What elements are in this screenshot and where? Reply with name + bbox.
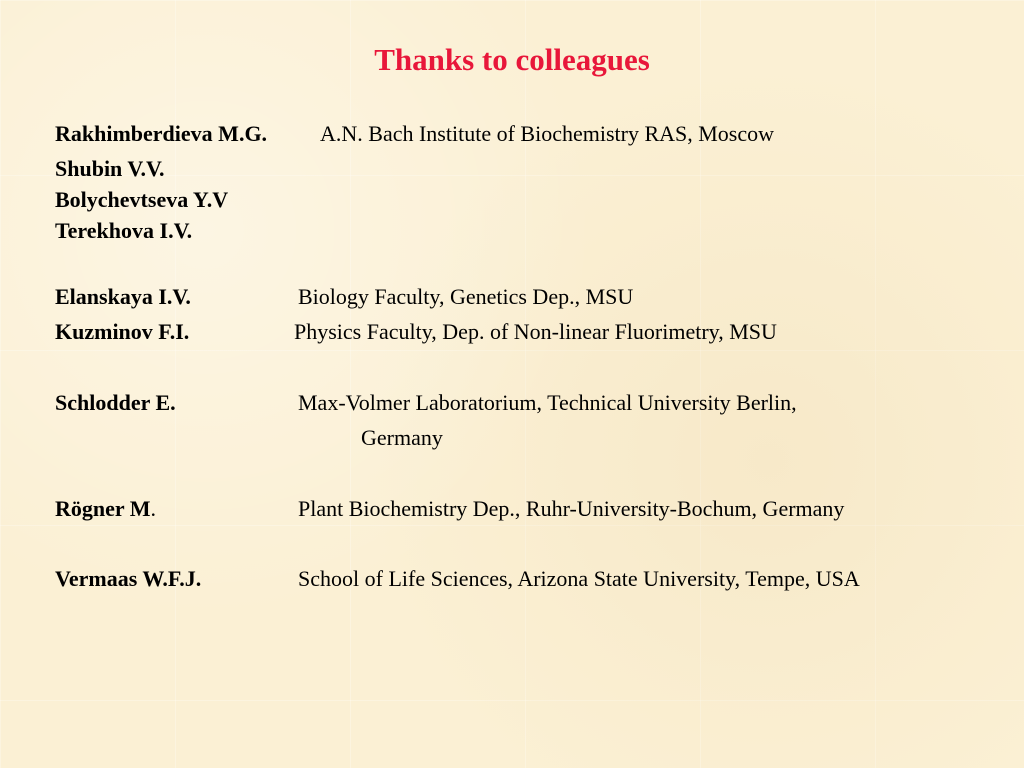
colleague-name: Shubin V.V. bbox=[55, 156, 165, 181]
colleague-affiliation: School of Life Sciences, Arizona State University, Tempe, USA bbox=[298, 566, 860, 591]
colleague-name: Rögner M bbox=[55, 496, 151, 521]
colleague-affiliation: Biology Faculty, Genetics Dep., MSU bbox=[298, 284, 634, 309]
colleague-affiliation: Max-Volmer Laboratorium, Technical University Berlin, bbox=[298, 390, 797, 415]
colleague-affiliation-continued: Germany bbox=[361, 425, 443, 450]
colleague-affiliation: A.N. Bach Institute of Biochemistry RAS, Moscow bbox=[320, 121, 775, 146]
colleague-affiliation: Physics Faculty, Dep. of Non-linear Fluorimetry, MSU bbox=[294, 319, 777, 344]
slide-title: Thanks to colleagues bbox=[374, 42, 650, 77]
colleague-name: Schlodder E. bbox=[55, 390, 176, 415]
colleague-name: Kuzminov F.I. bbox=[55, 319, 190, 344]
colleague-name-line bbox=[55, 496, 156, 522]
colleague-name: Bolychevtseva Y.V bbox=[55, 187, 229, 212]
colleague-name: Rakhimberdieva M.G. bbox=[55, 121, 268, 146]
colleague-name: Vermaas W.F.J. bbox=[55, 566, 202, 591]
colleague-name: Terekhova I.V. bbox=[55, 218, 193, 243]
colleague-name-suffix: . bbox=[150, 496, 157, 521]
colleague-name: Elanskaya I.V. bbox=[55, 284, 191, 309]
colleague-affiliation: Plant Biochemistry Dep., Ruhr-University-Bochum, Germany bbox=[298, 496, 845, 521]
